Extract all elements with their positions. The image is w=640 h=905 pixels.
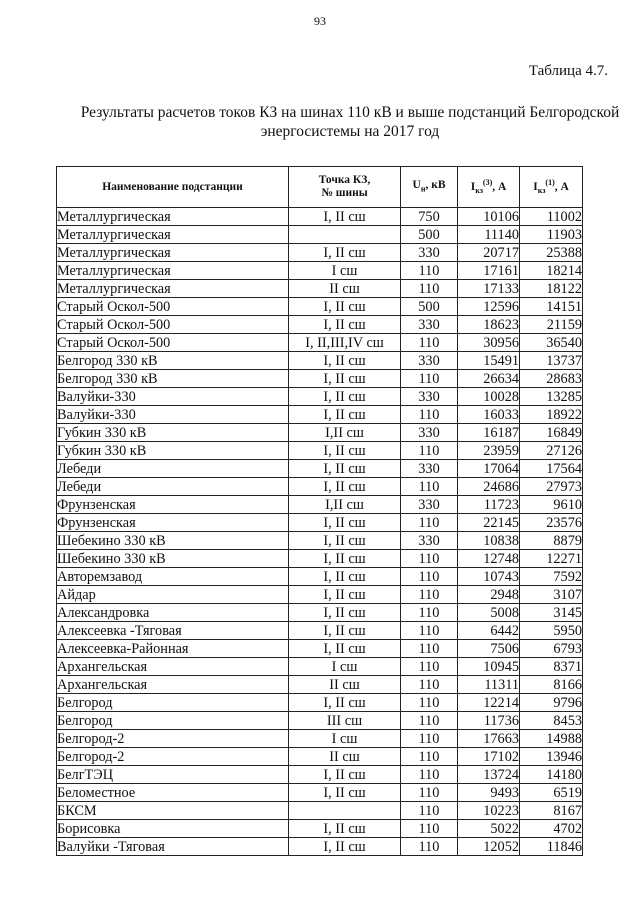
- table-label: Таблица 4.7.: [528, 63, 608, 79]
- cell-i1: 13285: [520, 388, 583, 406]
- cell-name: Алексеевка-Районная: [57, 640, 289, 658]
- cell-point: I, II сш: [289, 532, 401, 550]
- cell-i3: 24686: [458, 478, 520, 496]
- table-row: [57, 442, 583, 460]
- cell-u: 110: [401, 748, 458, 766]
- cell-u: 330: [401, 496, 458, 514]
- cell-i3: 15491: [458, 352, 520, 370]
- cell-i3: 22145: [458, 514, 520, 532]
- cell-u: 110: [401, 514, 458, 532]
- cell-name: Борисовка: [57, 820, 289, 838]
- table-row: [57, 244, 583, 262]
- cell-i1: 6793: [520, 640, 583, 658]
- cell-i3: 10838: [458, 532, 520, 550]
- cell-i1: 13737: [520, 352, 583, 370]
- cell-i3: 12052: [458, 838, 520, 856]
- cell-i3: 17663: [458, 730, 520, 748]
- cell-i3: 23959: [458, 442, 520, 460]
- cell-point: I, II сш: [289, 586, 401, 604]
- cell-point: I, II сш: [289, 622, 401, 640]
- header-i1-unit: , А: [554, 181, 569, 194]
- cell-u: 110: [401, 676, 458, 694]
- cell-i3: 30956: [458, 334, 520, 352]
- cell-u: 330: [401, 352, 458, 370]
- cell-i3: 17133: [458, 280, 520, 298]
- cell-i1: 9610: [520, 496, 583, 514]
- cell-u: 110: [401, 280, 458, 298]
- table-row: [57, 424, 583, 442]
- cell-u: 110: [401, 550, 458, 568]
- cell-name: Металлургическая: [57, 226, 289, 244]
- header-i1-sub: кз: [537, 186, 546, 196]
- cell-i3: 26634: [458, 370, 520, 388]
- cell-name: Архангельская: [57, 676, 289, 694]
- header-voltage: [401, 167, 458, 208]
- cell-name: Валуйки -Тяговая: [57, 838, 289, 856]
- cell-point: III сш: [289, 712, 401, 730]
- table-row: [57, 298, 583, 316]
- cell-u: 110: [401, 730, 458, 748]
- table-row: [57, 712, 583, 730]
- cell-i1: 12271: [520, 550, 583, 568]
- table-row: [57, 280, 583, 298]
- cell-name: Белгород 330 кВ: [57, 370, 289, 388]
- cell-u: 110: [401, 640, 458, 658]
- cell-point: [289, 802, 401, 820]
- cell-name: Старый Оскол-500: [57, 334, 289, 352]
- cell-point: I, II сш: [289, 298, 401, 316]
- table-row: [57, 226, 583, 244]
- header-i3-sup: (3): [482, 178, 493, 188]
- cell-i1: 11846: [520, 838, 583, 856]
- table-row: [57, 730, 583, 748]
- cell-u: 500: [401, 298, 458, 316]
- table-row: [57, 478, 583, 496]
- cell-i3: 9493: [458, 784, 520, 802]
- cell-name: Лебеди: [57, 460, 289, 478]
- cell-i3: 12214: [458, 694, 520, 712]
- cell-i1: 7592: [520, 568, 583, 586]
- cell-i3: 10743: [458, 568, 520, 586]
- cell-point: I, II сш: [289, 460, 401, 478]
- cell-point: I, II сш: [289, 838, 401, 856]
- cell-i3: 13724: [458, 766, 520, 784]
- table-row: [57, 334, 583, 352]
- cell-i1: 16849: [520, 424, 583, 442]
- cell-u: 330: [401, 460, 458, 478]
- cell-i1: 28683: [520, 370, 583, 388]
- cell-i3: 16033: [458, 406, 520, 424]
- cell-point: I, II сш: [289, 604, 401, 622]
- cell-name: Валуйки-330: [57, 406, 289, 424]
- cell-point: I сш: [289, 262, 401, 280]
- table-row: [57, 208, 583, 226]
- header-u-main: U: [412, 178, 421, 191]
- cell-i1: 8371: [520, 658, 583, 676]
- table-row: [57, 316, 583, 334]
- table-row: [57, 802, 583, 820]
- cell-point: I, II сш: [289, 514, 401, 532]
- header-i1-sup: (1): [545, 178, 555, 188]
- cell-i1: 3145: [520, 604, 583, 622]
- cell-i3: 5022: [458, 820, 520, 838]
- header-i1: [520, 167, 583, 208]
- cell-point: I,II сш: [289, 424, 401, 442]
- cell-name: Фрунзенская: [57, 496, 289, 514]
- cell-u: 110: [401, 568, 458, 586]
- cell-i3: 10028: [458, 388, 520, 406]
- header-i3: [458, 167, 520, 208]
- cell-name: Белгород 330 кВ: [57, 352, 289, 370]
- cell-i1: 8453: [520, 712, 583, 730]
- cell-u: 110: [401, 820, 458, 838]
- cell-i1: 8167: [520, 802, 583, 820]
- header-i1-main: I: [533, 181, 538, 194]
- cell-name: Архангельская: [57, 658, 289, 676]
- cell-i3: 17161: [458, 262, 520, 280]
- cell-name: Белгород-2: [57, 748, 289, 766]
- header-u-sub: н: [420, 184, 426, 194]
- cell-i1: 14180: [520, 766, 583, 784]
- cell-point: II сш: [289, 748, 401, 766]
- cell-i3: 20717: [458, 244, 520, 262]
- cell-i1: 18922: [520, 406, 583, 424]
- table-title: Результаты расчетов токов КЗ на шинах 110 кВ и выше подстанций Белгородской энергосистемы на 2017 год: [80, 104, 620, 140]
- cell-name: Старый Оскол-500: [57, 316, 289, 334]
- cell-u: 110: [401, 334, 458, 352]
- table-row: [57, 460, 583, 478]
- cell-i1: 23576: [520, 514, 583, 532]
- cell-i3: 10223: [458, 802, 520, 820]
- cell-i1: 17564: [520, 460, 583, 478]
- cell-i3: 11311: [458, 676, 520, 694]
- cell-u: 110: [401, 442, 458, 460]
- cell-u: 110: [401, 406, 458, 424]
- cell-u: 330: [401, 424, 458, 442]
- table-row: [57, 388, 583, 406]
- header-i3-sub: кз: [475, 186, 483, 196]
- table-row: [57, 406, 583, 424]
- cell-u: 110: [401, 586, 458, 604]
- table-row: [57, 532, 583, 550]
- cell-name: Металлургическая: [57, 262, 289, 280]
- cell-i3: 17102: [458, 748, 520, 766]
- table-row: [57, 262, 583, 280]
- cell-point: I,II сш: [289, 496, 401, 514]
- table-row: [57, 514, 583, 532]
- cell-name: Старый Оскол-500: [57, 298, 289, 316]
- cell-point: II сш: [289, 676, 401, 694]
- cell-name: Белгород: [57, 694, 289, 712]
- cell-point: I, II сш: [289, 442, 401, 460]
- cell-name: Беломестное: [57, 784, 289, 802]
- cell-u: 110: [401, 784, 458, 802]
- cell-name: Валуйки-330: [57, 388, 289, 406]
- cell-name: Лебеди: [57, 478, 289, 496]
- cell-u: 110: [401, 370, 458, 388]
- header-i3-unit: , А: [492, 181, 507, 194]
- cell-point: I, II сш: [289, 388, 401, 406]
- cell-u: 110: [401, 802, 458, 820]
- cell-i1: 6519: [520, 784, 583, 802]
- header-row: [57, 167, 583, 208]
- cell-point: I, II сш: [289, 766, 401, 784]
- cell-point: I, II сш: [289, 694, 401, 712]
- cell-u: 500: [401, 226, 458, 244]
- cell-point: [289, 226, 401, 244]
- cell-i3: 7506: [458, 640, 520, 658]
- cell-name: Белгород: [57, 712, 289, 730]
- table-row: [57, 352, 583, 370]
- cell-point: I, II сш: [289, 244, 401, 262]
- cell-i3: 18623: [458, 316, 520, 334]
- cell-point: I, II сш: [289, 568, 401, 586]
- cell-i1: 36540: [520, 334, 583, 352]
- cell-i3: 2948: [458, 586, 520, 604]
- cell-i1: 18214: [520, 262, 583, 280]
- cell-i3: 10945: [458, 658, 520, 676]
- table-row: [57, 838, 583, 856]
- cell-i3: 17064: [458, 460, 520, 478]
- cell-u: 110: [401, 766, 458, 784]
- cell-point: II сш: [289, 280, 401, 298]
- cell-u: 110: [401, 622, 458, 640]
- table-row: [57, 496, 583, 514]
- cell-i3: 5008: [458, 604, 520, 622]
- table-row: [57, 568, 583, 586]
- cell-i1: 25388: [520, 244, 583, 262]
- cell-point: I сш: [289, 730, 401, 748]
- header-i3-main: I: [470, 181, 476, 194]
- table-row: [57, 550, 583, 568]
- cell-point: I, II сш: [289, 478, 401, 496]
- cell-i3: 12596: [458, 298, 520, 316]
- cell-name: Шебекино 330 кВ: [57, 550, 289, 568]
- cell-i3: 11140: [458, 226, 520, 244]
- cell-i1: 27126: [520, 442, 583, 460]
- cell-point: I, II сш: [289, 370, 401, 388]
- cell-u: 750: [401, 208, 458, 226]
- table-row: [57, 694, 583, 712]
- cell-i1: 3107: [520, 586, 583, 604]
- cell-name: Шебекино 330 кВ: [57, 532, 289, 550]
- cell-i3: 16187: [458, 424, 520, 442]
- header-u-unit: , кВ: [425, 178, 446, 191]
- table-row: [57, 658, 583, 676]
- table-row: [57, 586, 583, 604]
- header-name-text: Наименование подстанции: [102, 180, 243, 193]
- cell-point: I, II сш: [289, 316, 401, 334]
- cell-i3: 12748: [458, 550, 520, 568]
- cell-name: Фрунзенская: [57, 514, 289, 532]
- table-row: [57, 622, 583, 640]
- cell-point: I, II сш: [289, 208, 401, 226]
- cell-i1: 21159: [520, 316, 583, 334]
- table-row: [57, 820, 583, 838]
- cell-name: Металлургическая: [57, 280, 289, 298]
- cell-u: 110: [401, 604, 458, 622]
- cell-name: Александровка: [57, 604, 289, 622]
- table-row: [57, 640, 583, 658]
- cell-name: Металлургическая: [57, 244, 289, 262]
- cell-u: 110: [401, 658, 458, 676]
- table-row: [57, 676, 583, 694]
- cell-i1: 27973: [520, 478, 583, 496]
- cell-i1: 8879: [520, 532, 583, 550]
- cell-name: Губкин 330 кВ: [57, 442, 289, 460]
- cell-u: 330: [401, 316, 458, 334]
- table-row: [57, 766, 583, 784]
- cell-point: I, II сш: [289, 406, 401, 424]
- table-row: [57, 748, 583, 766]
- table-row: [57, 604, 583, 622]
- cell-i3: 6442: [458, 622, 520, 640]
- cell-point: I, II сш: [289, 784, 401, 802]
- cell-name: Алексеевка -Тяговая: [57, 622, 289, 640]
- cell-i3: 10106: [458, 208, 520, 226]
- header-point: [289, 167, 401, 208]
- cell-i1: 14988: [520, 730, 583, 748]
- cell-i1: 18122: [520, 280, 583, 298]
- cell-i1: 4702: [520, 820, 583, 838]
- cell-name: Белгород-2: [57, 730, 289, 748]
- cell-i3: 11736: [458, 712, 520, 730]
- cell-u: 330: [401, 532, 458, 550]
- results-table: [56, 166, 583, 856]
- cell-i1: 5950: [520, 622, 583, 640]
- cell-name: БелгТЭЦ: [57, 766, 289, 784]
- cell-i3: 11723: [458, 496, 520, 514]
- cell-u: 110: [401, 694, 458, 712]
- cell-u: 110: [401, 838, 458, 856]
- cell-point: I сш: [289, 658, 401, 676]
- cell-i1: 8166: [520, 676, 583, 694]
- cell-name: БКСМ: [57, 802, 289, 820]
- cell-point: I, II сш: [289, 640, 401, 658]
- cell-name: Авторемзавод: [57, 568, 289, 586]
- cell-i1: 9796: [520, 694, 583, 712]
- table-row: [57, 370, 583, 388]
- cell-u: 110: [401, 262, 458, 280]
- header-point-line2: № шины: [321, 187, 368, 199]
- table-body: [57, 208, 583, 856]
- cell-point: I, II сш: [289, 352, 401, 370]
- cell-u: 110: [401, 712, 458, 730]
- header-name: [57, 167, 289, 208]
- page-number: 93: [314, 14, 326, 28]
- cell-name: Металлургическая: [57, 208, 289, 226]
- cell-i1: 13946: [520, 748, 583, 766]
- cell-u: 110: [401, 478, 458, 496]
- cell-i1: 11903: [520, 226, 583, 244]
- cell-point: I, II сш: [289, 820, 401, 838]
- cell-name: Губкин 330 кВ: [57, 424, 289, 442]
- cell-i1: 14151: [520, 298, 583, 316]
- table-row: [57, 784, 583, 802]
- cell-i1: 11002: [520, 208, 583, 226]
- cell-u: 330: [401, 244, 458, 262]
- cell-point: I, II,III,IV сш: [289, 334, 401, 352]
- cell-name: Айдар: [57, 586, 289, 604]
- header-point-line1: Точка КЗ,: [318, 174, 371, 186]
- cell-point: I, II сш: [289, 550, 401, 568]
- cell-u: 330: [401, 388, 458, 406]
